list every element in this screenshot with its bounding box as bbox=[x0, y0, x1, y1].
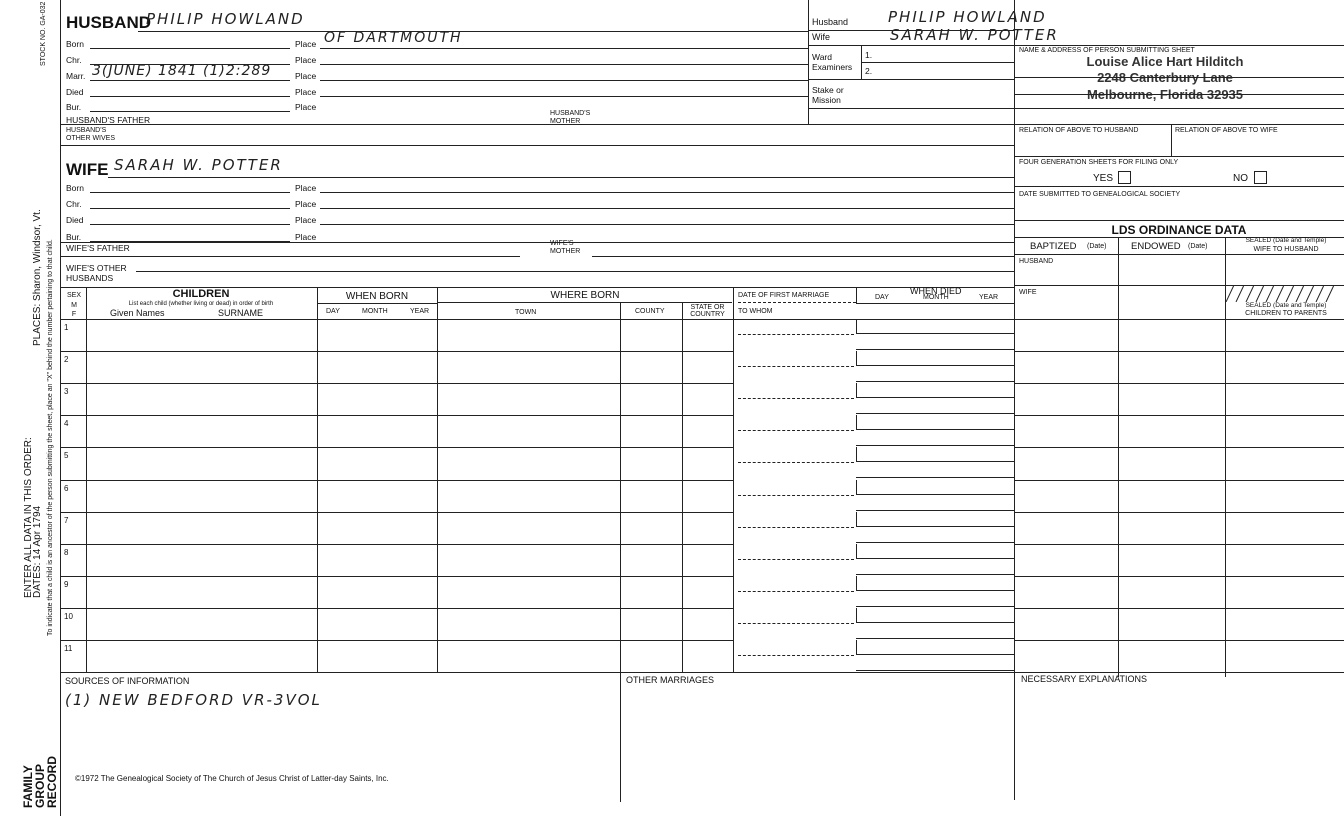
given-names-label: Given Names bbox=[110, 308, 165, 318]
child-died-bracket bbox=[856, 608, 857, 622]
child-row-number: 1 bbox=[64, 323, 69, 332]
lds-child-row-line bbox=[1014, 447, 1344, 448]
col-town-divider bbox=[620, 303, 621, 672]
child-died-line[interactable] bbox=[856, 526, 1014, 527]
sex-f-label: F bbox=[71, 311, 77, 318]
lds-husband-row: HUSBAND bbox=[1019, 258, 1054, 265]
wife-name[interactable]: SARAH W. POTTER bbox=[114, 156, 283, 174]
husband-chr-place-line[interactable] bbox=[320, 64, 808, 65]
child-died-bracket bbox=[856, 319, 857, 333]
record-word-2: GROUP bbox=[33, 763, 47, 808]
date-submitted-label: DATE SUBMITTED TO GENEALOGICAL SOCIETY bbox=[1019, 191, 1181, 198]
stake-label-1: Stake or bbox=[812, 85, 844, 95]
children-heading: CHILDREN bbox=[172, 288, 230, 300]
where-born-sub-line bbox=[438, 302, 732, 303]
divider-right-panel bbox=[1014, 0, 1015, 800]
col-state-divider bbox=[733, 287, 734, 672]
where-born-label: WHERE BORN bbox=[550, 290, 620, 301]
endowed-label: ENDOWED bbox=[1131, 241, 1181, 252]
relation-wife-label: RELATION OF ABOVE TO WIFE bbox=[1175, 127, 1278, 134]
husband-died-place-line[interactable] bbox=[320, 96, 808, 97]
submitter-line-1 bbox=[1014, 77, 1344, 78]
sex-label: SEX bbox=[66, 292, 81, 299]
died-day-label: DAY bbox=[875, 294, 889, 301]
child-row-number: 4 bbox=[64, 419, 69, 429]
child-row-number: 8 bbox=[64, 547, 69, 557]
child-marriage-dash[interactable] bbox=[738, 591, 854, 592]
submitter-street[interactable]: 2248 Canterbury Lane bbox=[1097, 70, 1233, 85]
husband-born-place-line[interactable] bbox=[320, 48, 808, 49]
baptized-label: BAPTIZED bbox=[1030, 241, 1077, 252]
lds-child-row-line bbox=[1014, 512, 1344, 513]
child-died-bracket bbox=[856, 383, 857, 397]
husband-mother-label-2: MOTHER bbox=[550, 118, 581, 125]
child-died-line[interactable] bbox=[856, 365, 1014, 366]
submitter-line-2 bbox=[1014, 94, 1344, 95]
left-border bbox=[60, 0, 61, 816]
husband-chr-place-label: Place bbox=[295, 55, 317, 65]
wife-name-line bbox=[108, 177, 1014, 178]
child-marriage-dash[interactable] bbox=[738, 462, 854, 463]
when-born-sub-line bbox=[317, 303, 437, 304]
child-died-bracket bbox=[856, 640, 857, 654]
no-checkbox[interactable] bbox=[1254, 171, 1267, 184]
child-marriage-dash[interactable] bbox=[738, 334, 854, 335]
child-row-number: 10 bbox=[64, 611, 73, 621]
wife-born-line[interactable] bbox=[90, 192, 290, 193]
children-instruction: List each child (whether living or dead) in order of birth bbox=[128, 301, 274, 307]
wife-died-line[interactable] bbox=[90, 224, 290, 225]
child-row-divider bbox=[60, 544, 733, 545]
wife-born-place-label: Place bbox=[295, 183, 317, 193]
lds-child-row-line bbox=[1014, 640, 1344, 641]
child-marriage-dash[interactable] bbox=[738, 495, 854, 496]
stock-number: STOCK NO. GA-032 bbox=[40, 1, 47, 66]
child-died-bracket bbox=[856, 544, 857, 558]
husband-marr-line[interactable] bbox=[90, 80, 290, 81]
sealed-children-label-1: SEALED (Date and Temple) bbox=[1245, 302, 1327, 309]
first-marriage-dash bbox=[738, 302, 856, 303]
child-row-number: 6 bbox=[64, 483, 69, 493]
yes-checkbox[interactable] bbox=[1118, 171, 1131, 184]
rule-right-1 bbox=[808, 108, 1344, 109]
to-whom-label: TO WHOM bbox=[738, 308, 773, 315]
wife-born-label: Born bbox=[66, 183, 84, 193]
places-instruction: PLACES: Sharon, Windsor, Vt. bbox=[32, 209, 43, 346]
husband-other-wives-1: HUSBAND'S bbox=[66, 127, 107, 134]
record-word-1: FAMILY bbox=[21, 765, 35, 808]
child-row-divider bbox=[60, 512, 733, 513]
wife-died-place-line[interactable] bbox=[320, 224, 1014, 225]
lds-col-divider-1 bbox=[1118, 237, 1119, 677]
husband-marriage-date[interactable]: 3(JUNE) 1841 (1)2:289 bbox=[92, 63, 272, 79]
lds-wife-row: WIFE bbox=[1019, 289, 1037, 296]
wife-mother-line[interactable] bbox=[592, 256, 1014, 257]
children-table-bottom bbox=[60, 672, 1344, 673]
examiner-2: 2. bbox=[865, 66, 873, 76]
wife-chr-place-label: Place bbox=[295, 199, 317, 209]
child-row-divider bbox=[60, 480, 733, 481]
examiner-1: 1. bbox=[865, 50, 873, 60]
lds-title: LDS ORDINANCE DATA bbox=[1111, 223, 1247, 237]
divider-top-center bbox=[808, 0, 809, 124]
child-died-line-2 bbox=[856, 670, 1014, 671]
enter-all-instruction: ENTER ALL DATA IN THIS ORDER: bbox=[23, 437, 34, 598]
husband-died-label: Died bbox=[66, 87, 84, 97]
husband-bur-line[interactable] bbox=[90, 111, 290, 112]
wife-other-husbands-1: WIFE'S OTHER bbox=[66, 263, 127, 273]
child-died-line-2 bbox=[856, 638, 1014, 639]
husband-name[interactable]: PHILIP HOWLAND bbox=[146, 10, 305, 28]
child-died-line[interactable] bbox=[856, 494, 1014, 495]
other-marriages-label: OTHER MARRIAGES bbox=[626, 675, 715, 685]
child-died-line[interactable] bbox=[856, 654, 1014, 655]
child-row-divider bbox=[60, 415, 733, 416]
bottom-mid-divider bbox=[620, 672, 621, 802]
wife-other-husbands-2: HUSBANDS bbox=[66, 273, 114, 283]
child-row-number: 9 bbox=[64, 579, 69, 589]
state-label-1: STATE OR bbox=[690, 304, 725, 311]
child-died-line-2 bbox=[856, 510, 1014, 511]
died-year-label: YEAR bbox=[979, 294, 999, 301]
child-died-line-2 bbox=[856, 606, 1014, 607]
child-marriage-dash[interactable] bbox=[738, 366, 854, 367]
wife-died-label: Died bbox=[66, 215, 84, 225]
endowed-date-label: (Date) bbox=[1188, 243, 1208, 250]
wife-father-label: WIFE'S FATHER bbox=[66, 243, 130, 253]
sealed-wife-label-2: WIFE TO HUSBAND bbox=[1253, 246, 1319, 253]
four-gen-label: FOUR GENERATION SHEETS FOR FILING ONLY bbox=[1019, 159, 1179, 166]
child-died-line[interactable] bbox=[856, 558, 1014, 559]
child-died-bracket bbox=[856, 415, 857, 429]
husband-born-place-label: Place bbox=[295, 39, 317, 49]
child-died-line-2 bbox=[856, 445, 1014, 446]
husband-born-label: Born bbox=[66, 39, 84, 49]
husband-father-label: HUSBAND'S FATHER bbox=[66, 115, 151, 125]
wife-chr-line[interactable] bbox=[90, 208, 290, 209]
surname-label: SURNAME bbox=[218, 308, 264, 318]
child-died-line-2 bbox=[856, 413, 1014, 414]
husband-chr-label: Chr. bbox=[66, 55, 82, 65]
child-row-number: 11 bbox=[64, 644, 73, 653]
wife-mother-label-1: WIFE'S bbox=[550, 240, 574, 247]
wife-mother-label-2: MOTHER bbox=[550, 248, 581, 255]
sex-m-label: M bbox=[71, 302, 77, 309]
no-label: NO bbox=[1233, 173, 1248, 184]
lds-child-row-line bbox=[1014, 544, 1344, 545]
husband-bur-place-label: Place bbox=[295, 102, 317, 112]
rule-husband-otherwives bbox=[60, 145, 1014, 146]
when-born-label: WHEN BORN bbox=[345, 291, 409, 302]
died-month-label: MONTH bbox=[923, 294, 949, 301]
husband-died-place-label: Place bbox=[295, 87, 317, 97]
child-marriage-dash[interactable] bbox=[738, 559, 854, 560]
wife-chr-place-line[interactable] bbox=[320, 208, 1014, 209]
wife-other-husbands-line[interactable] bbox=[136, 271, 1014, 272]
husband-marr-place-label: Place bbox=[295, 71, 317, 81]
child-row-number: 7 bbox=[64, 515, 69, 525]
yes-label: YES bbox=[1093, 173, 1114, 184]
child-died-bracket bbox=[856, 351, 857, 365]
dates-instruction: DATES: 14 Apr 1794 bbox=[32, 505, 43, 598]
child-row-number: 2 bbox=[64, 355, 69, 365]
top-wife-line bbox=[808, 45, 1344, 46]
wife-bur-place-label: Place bbox=[295, 232, 317, 242]
top-wife-name[interactable]: SARAH W. POTTER bbox=[890, 26, 1059, 44]
ward-label: Ward bbox=[812, 52, 832, 62]
record-word-3: RECORD bbox=[45, 755, 59, 808]
lds-child-row-line bbox=[1014, 351, 1344, 352]
first-marriage-label: DATE OF FIRST MARRIAGE bbox=[738, 292, 830, 299]
child-marriage-dash[interactable] bbox=[738, 430, 854, 431]
child-died-bracket bbox=[856, 480, 857, 494]
lds-header-bottom bbox=[1014, 254, 1344, 255]
date-submitted-bottom bbox=[1014, 220, 1344, 221]
husband-marr-label: Marr. bbox=[66, 71, 86, 81]
top-husband-name[interactable]: PHILIP HOWLAND bbox=[888, 8, 1047, 26]
born-year-label: YEAR bbox=[410, 308, 430, 315]
born-day-label: DAY bbox=[326, 308, 340, 315]
submitter-city[interactable]: Melbourne, Florida 32935 bbox=[1086, 87, 1244, 102]
child-died-line[interactable] bbox=[856, 622, 1014, 623]
sources-entry[interactable]: (1) NEW BEDFORD VR-3VOL bbox=[65, 691, 322, 709]
child-died-bracket bbox=[856, 447, 857, 461]
sealed-wife-label-1: SEALED (Date and Temple) bbox=[1245, 237, 1327, 244]
submitter-name[interactable]: Louise Alice Hart Hilditch bbox=[1086, 54, 1244, 69]
child-marriage-dash[interactable] bbox=[738, 655, 854, 656]
top-wife-label: Wife bbox=[812, 32, 830, 42]
child-died-line[interactable] bbox=[856, 429, 1014, 430]
child-died-line-2 bbox=[856, 477, 1014, 478]
child-row-number: 3 bbox=[64, 387, 69, 397]
hatched-area bbox=[1226, 285, 1344, 302]
copyright-notice: ©1972 The Genealogical Society of The Church of Jesus Christ of Latter-day Saints, Inc. bbox=[75, 774, 389, 783]
children-header-bottom bbox=[60, 319, 1344, 320]
col-county-divider bbox=[682, 303, 683, 672]
husband-name-line bbox=[138, 31, 808, 32]
county-label: COUNTY bbox=[635, 308, 665, 315]
rule-wife-bur bbox=[60, 242, 1014, 243]
child-died-line-2 bbox=[856, 349, 1014, 350]
child-row-divider bbox=[60, 447, 733, 448]
husband-marr-place-line[interactable] bbox=[320, 80, 808, 81]
child-died-line[interactable] bbox=[856, 333, 1014, 334]
sealed-children-label-2: CHILDREN TO PARENTS bbox=[1245, 310, 1327, 317]
top-husband-label: Husband bbox=[812, 17, 849, 27]
child-died-line[interactable] bbox=[856, 590, 1014, 591]
lds-child-row-line bbox=[1014, 480, 1344, 481]
child-row-number: 5 bbox=[64, 451, 69, 461]
examiner-1-line[interactable] bbox=[862, 62, 1014, 63]
submitter-label: NAME & ADDRESS OF PERSON SUBMITTING SHEET bbox=[1019, 47, 1195, 54]
examiners-bottom bbox=[808, 79, 1014, 80]
stake-label-2: Mission bbox=[812, 95, 841, 105]
husband-bur-label: Bur. bbox=[66, 102, 82, 112]
necessary-explanations-label: NECESSARY EXPLANATIONS bbox=[1021, 674, 1148, 684]
state-label-2: COUNTRY bbox=[690, 311, 725, 318]
relation-bottom bbox=[1014, 156, 1344, 157]
child-row-divider bbox=[60, 576, 733, 577]
lds-child-row-line bbox=[1014, 383, 1344, 384]
lds-child-row-line bbox=[1014, 415, 1344, 416]
child-died-line-2 bbox=[856, 542, 1014, 543]
relation-husband-label: RELATION OF ABOVE TO HUSBAND bbox=[1019, 127, 1139, 134]
child-marriage-dash[interactable] bbox=[738, 623, 854, 624]
wife-bur-label: Bur. bbox=[66, 232, 82, 242]
child-row-divider bbox=[60, 351, 733, 352]
lds-child-row-line bbox=[1014, 608, 1344, 609]
wife-heading: WIFE bbox=[66, 160, 109, 179]
child-row-divider bbox=[60, 383, 733, 384]
child-died-line-2 bbox=[856, 381, 1014, 382]
child-row-divider bbox=[60, 640, 733, 641]
husband-born-place[interactable]: OF DARTMOUTH bbox=[324, 30, 463, 46]
wife-chr-label: Chr. bbox=[66, 199, 82, 209]
relation-divider bbox=[1171, 124, 1172, 156]
lds-col-divider-2 bbox=[1225, 237, 1226, 677]
baptized-date-label: (Date) bbox=[1087, 243, 1107, 250]
husband-mother-label-1: HUSBAND'S bbox=[550, 110, 591, 117]
examiners-label: Examiners bbox=[812, 62, 853, 72]
wife-died-place-label: Place bbox=[295, 215, 317, 225]
child-marriage-dash[interactable] bbox=[738, 398, 854, 399]
husband-heading: HUSBAND bbox=[66, 13, 151, 32]
wife-born-place-line[interactable] bbox=[320, 192, 1014, 193]
child-died-line[interactable] bbox=[856, 461, 1014, 462]
when-died-label: WHEN DIED bbox=[910, 286, 962, 296]
husband-born-line[interactable] bbox=[90, 48, 290, 49]
fourgen-bottom bbox=[1014, 186, 1344, 187]
born-month-label: MONTH bbox=[362, 308, 388, 315]
town-label: TOWN bbox=[515, 309, 537, 316]
sources-label: SOURCES OF INFORMATION bbox=[65, 676, 190, 686]
child-row-divider bbox=[60, 608, 733, 609]
when-died-sub-line bbox=[856, 303, 1014, 304]
wife-father-line[interactable] bbox=[60, 256, 520, 257]
child-marriage-dash[interactable] bbox=[738, 527, 854, 528]
lds-child-row-line bbox=[1014, 576, 1344, 577]
husband-mother-line[interactable] bbox=[592, 124, 808, 125]
husband-other-wives-2: OTHER WIVES bbox=[66, 135, 116, 142]
child-died-line-2 bbox=[856, 574, 1014, 575]
child-died-bracket bbox=[856, 512, 857, 526]
col-whendied-divider bbox=[856, 287, 857, 303]
husband-died-line[interactable] bbox=[90, 96, 290, 97]
ancestor-instruction: To indicate that a child is an ancestor of the person submitting the sheet, place an "X" behind the number pertaining to that child. bbox=[47, 239, 54, 636]
child-died-line[interactable] bbox=[856, 397, 1014, 398]
child-died-bracket bbox=[856, 576, 857, 590]
